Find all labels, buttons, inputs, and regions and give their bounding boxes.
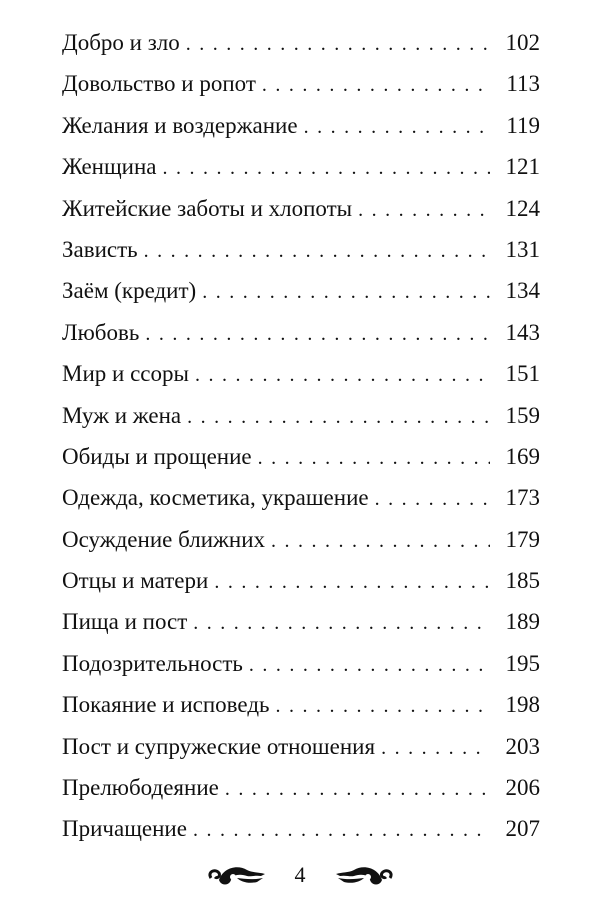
toc-entry — [62, 519, 540, 560]
toc-title: Заём (кредит) — [62, 278, 197, 304]
page-number: 4 — [294, 862, 306, 887]
toc-title: Обиды и прощение — [62, 443, 252, 469]
toc-title: Женщина — [62, 154, 157, 180]
toc-page: 151 — [505, 361, 540, 387]
toc-entry — [62, 767, 540, 808]
toc-title: Осуждение ближних — [62, 526, 266, 552]
toc-page: 113 — [506, 71, 540, 97]
toc-page: 134 — [505, 278, 540, 304]
toc-entry — [62, 353, 540, 394]
toc-entry — [62, 146, 540, 187]
toc-entry — [62, 643, 540, 684]
toc-title: Мир и ссоры — [62, 361, 189, 387]
toc-title: Одежда, косметика, украшение — [62, 485, 369, 511]
dot-leader — [187, 397, 490, 438]
toc-entry — [62, 726, 540, 767]
toc-page: 119 — [506, 112, 540, 138]
toc-title: Прелюбодеяние — [62, 775, 219, 801]
dot-leader — [304, 107, 490, 148]
toc-page: 195 — [505, 650, 540, 676]
toc-page: 185 — [505, 568, 540, 594]
toc-page: 189 — [505, 609, 540, 635]
toc-page: 131 — [505, 236, 540, 262]
toc-entry — [62, 808, 540, 849]
page-footer — [0, 860, 600, 890]
toc-entry — [62, 684, 540, 725]
toc-entry — [62, 270, 540, 311]
dot-leader — [225, 769, 490, 810]
toc-title: Муж и жена — [62, 402, 182, 428]
toc-page: 124 — [505, 195, 540, 221]
toc-title: Отцы и матери — [62, 568, 209, 594]
table-of-contents — [62, 22, 540, 850]
dot-leader — [214, 562, 490, 603]
toc-entry — [62, 188, 540, 229]
dot-leader — [202, 272, 490, 313]
toc-entry — [62, 312, 540, 353]
toc-title: Желания и воздержание — [62, 112, 298, 138]
toc-page: 179 — [505, 526, 540, 552]
toc-title: Добро и зло — [62, 30, 180, 55]
toc-entry — [62, 477, 540, 518]
toc-entry — [62, 436, 540, 477]
toc-title: Любовь — [62, 319, 140, 345]
dot-leader — [262, 65, 490, 106]
toc-entry — [62, 395, 540, 436]
dot-leader — [145, 314, 490, 355]
toc-page: 121 — [505, 154, 540, 180]
toc-page: 169 — [505, 443, 540, 469]
toc-page: 198 — [505, 692, 540, 718]
toc-entry — [62, 229, 540, 270]
flourish-left-icon — [203, 860, 273, 890]
toc-title: Зависть — [62, 236, 138, 262]
dot-leader — [249, 645, 490, 686]
dot-leader — [186, 24, 490, 65]
toc-entry — [62, 601, 540, 642]
dot-leader — [163, 148, 491, 189]
dot-leader — [144, 231, 490, 272]
toc-entry — [62, 22, 540, 63]
toc-page: 102 — [505, 30, 540, 55]
toc-entry — [62, 63, 540, 104]
dot-leader — [271, 521, 490, 562]
dot-leader — [193, 603, 490, 644]
toc-page: 207 — [505, 816, 540, 842]
toc-title: Покаяние и исповедь — [62, 692, 270, 718]
flourish-right-icon — [328, 860, 398, 890]
toc-title: Подозрительность — [62, 650, 243, 676]
dot-leader — [276, 686, 490, 727]
toc-title: Пост и супружеские отношения — [62, 733, 376, 759]
toc-page: 159 — [505, 402, 540, 428]
toc-page: 206 — [505, 775, 540, 801]
toc-title: Житейские заботы и хлопоты — [62, 195, 353, 221]
dot-leader — [358, 190, 490, 231]
toc-title: Довольство и ропот — [62, 71, 256, 97]
toc-entry — [62, 105, 540, 146]
dot-leader — [258, 438, 490, 479]
dot-leader — [375, 479, 490, 520]
toc-title: Пища и пост — [62, 609, 188, 635]
dot-leader — [193, 810, 490, 851]
dot-leader — [195, 355, 490, 396]
toc-title: Причащение — [62, 816, 187, 842]
toc-page: 143 — [505, 319, 540, 345]
toc-entry — [62, 560, 540, 601]
toc-page: 173 — [505, 485, 540, 511]
toc-page: 203 — [505, 733, 540, 759]
dot-leader — [381, 728, 490, 769]
